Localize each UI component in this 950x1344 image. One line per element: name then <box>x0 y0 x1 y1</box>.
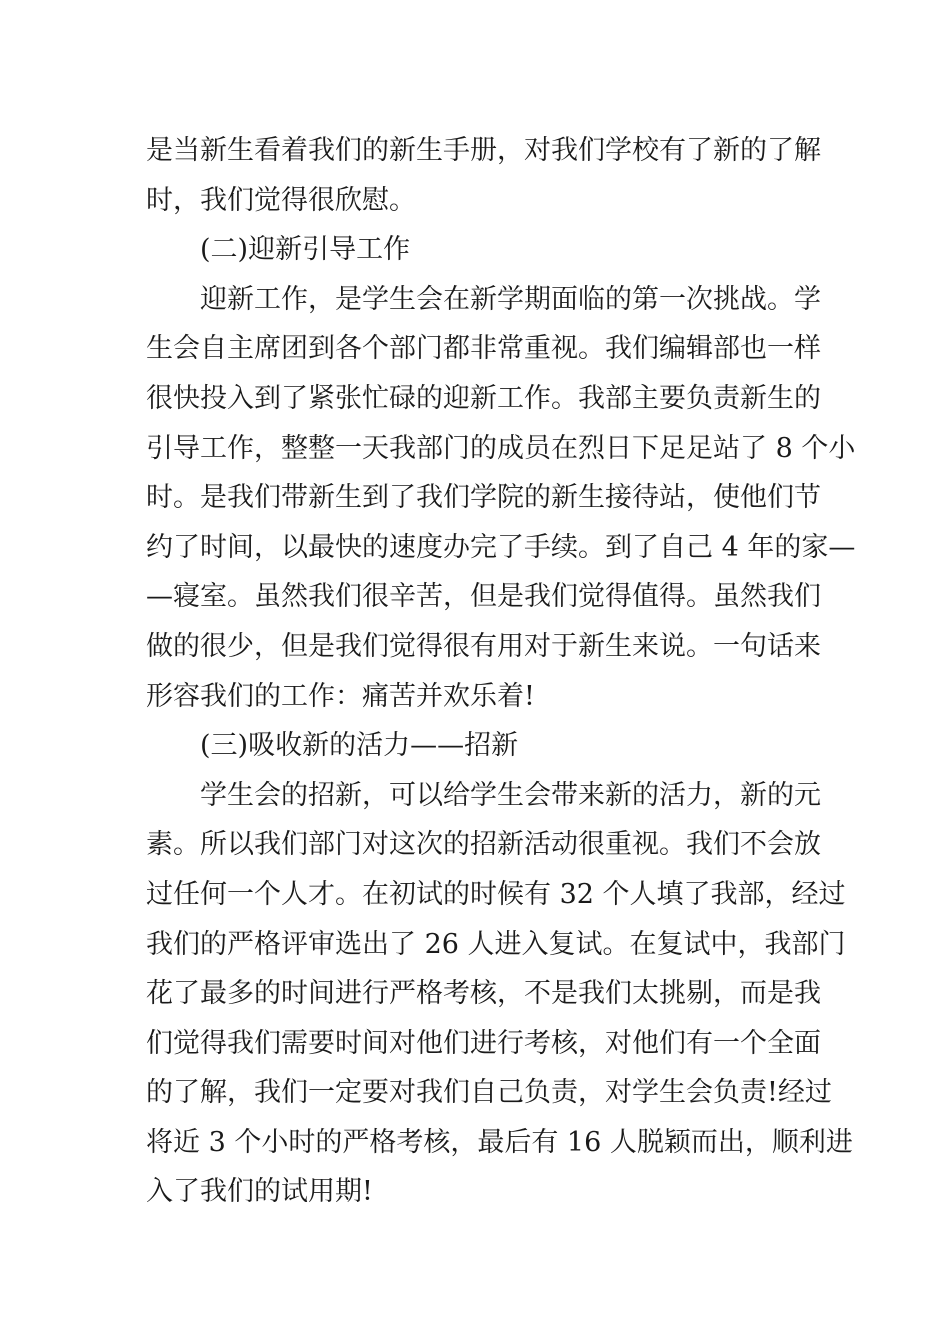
text-line: 们觉得我们需要时间对他们进行考核，对他们有一个全面 <box>146 1027 821 1059</box>
text-line: 将近 3 个小时的严格考核，最后有 16 人脱颖而出，顺利进 <box>146 1126 853 1158</box>
section-heading: (二)迎新引导工作 <box>200 234 411 266</box>
text-line: 很快投入到了紧张忙碌的迎新工作。我部主要负责新生的 <box>146 382 821 414</box>
text-line: 做的很少，但是我们觉得很有用对于新生来说。一句话来 <box>146 630 821 662</box>
text-line: 约了时间，以最快的速度办完了手续。到了自己 4 年的家— <box>146 531 856 563</box>
text-line: 是当新生看着我们的新生手册，对我们学校有了新的了解 <box>146 135 821 166</box>
section-heading: (三)吸收新的活力——招新 <box>200 730 519 762</box>
text-line: 引导工作，整整一天我部门的成员在烈日下足足站了 8 个小 <box>146 432 856 464</box>
text-line: 时，我们觉得很欣慰。 <box>146 184 416 216</box>
text-line: 生会自主席团到各个部门都非常重视。我们编辑部也一样 <box>146 333 821 365</box>
text-line: —寝室。虽然我们很辛苦，但是我们觉得值得。虽然我们 <box>146 581 821 613</box>
document-body <box>146 126 856 1217</box>
text-line: 素。所以我们部门对这次的招新活动很重视。我们不会放 <box>146 829 821 861</box>
text-line: 的了解，我们一定要对我们自己负责，对学生会负责!经过 <box>146 1077 832 1109</box>
text-line: 时。是我们带新生到了我们学院的新生接待站，使他们节 <box>146 482 821 514</box>
text-line: 形容我们的工作：痛苦并欢乐着! <box>146 680 535 712</box>
text-line: 迎新工作，是学生会在新学期面临的第一次挑战。学 <box>200 283 821 315</box>
text-line: 我们的严格评审选出了 26 人进入复试。在复试中，我部门 <box>146 928 846 960</box>
text-line: 学生会的招新，可以给学生会带来新的活力，新的元 <box>200 779 821 811</box>
text-line: 过任何一个人才。在初试的时候有 32 个人填了我部，经过 <box>146 878 846 910</box>
text-line: 花了最多的时间进行严格考核，不是我们太挑剔，而是我 <box>146 978 821 1010</box>
text-line: 入了我们的试用期! <box>146 1176 373 1208</box>
